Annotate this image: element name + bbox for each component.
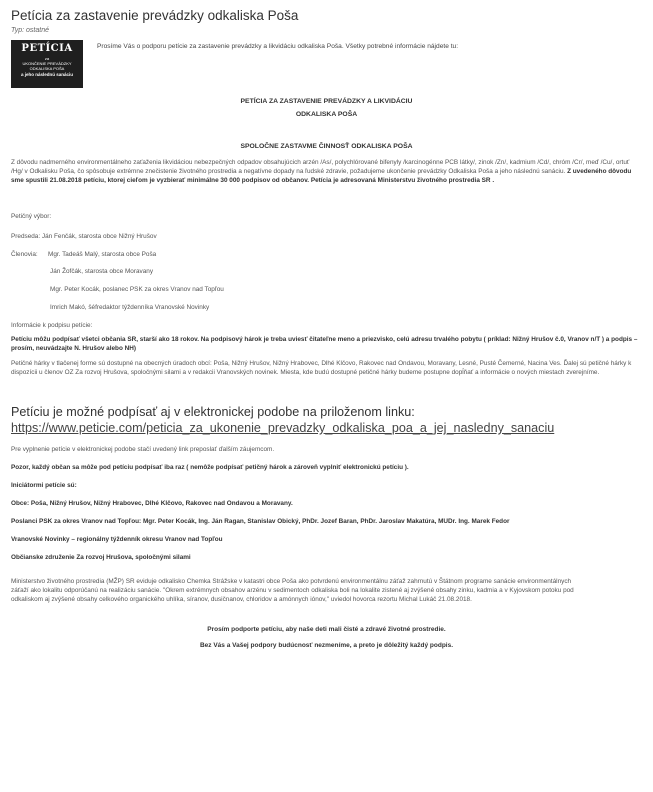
initiator-municipalities: Obce: Poša, Nižný Hrušov, Nižný Hrabovec, Dlhé Klčovo, Rakovec nad Ondavou a Moravany. bbox=[11, 500, 293, 507]
closing-line-1: Prosím podporte petíciu, aby naše deti mali čisté a zdravé životné prostredie. bbox=[207, 626, 446, 633]
initiator-newspaper: Vranovské Novinky – regionálny týždenník okresu Vranov nad Topľou bbox=[11, 536, 223, 543]
sheets-availability: Petičné hárky v tlačenej forme sú dostupné na obecných úradoch obcí: Poša, Nižný Hrušov, Nižný Hrabovec, Dlhé Klčovo, Rakovec nad Ondavou, Moravany, Lesné, Pusté Čemerné, Nacina Ves. Ďalej sú petičné hárky k dispozícii u členov OZ Za rozvoj Hrušova, spoločnými silami a v redakcii Vranovských novinek. Miesta, kde budú dostupné petičné hárky budeme postupne dopĺňať a informácie o nových miestach zverejníme. bbox=[11, 360, 632, 376]
intro-text: Prosíme Vás o podporu petície za zastavenie prevádzky a likvidáciu odkaliska Poša. Všetky potrebné informácie nájdete tu: bbox=[97, 43, 459, 50]
member-4: Imrich Makó, šéfredaktor týždenníka Vranovské Novinky bbox=[50, 304, 210, 311]
document-type: Typ: ostatné bbox=[11, 27, 50, 34]
member-1: Mgr. Tadeáš Malý, starosta obce Poša bbox=[48, 251, 157, 258]
members-label: Členovia: bbox=[11, 251, 38, 258]
signing-instructions: Petíciu môžu podpísať všetci občania SR, starší ako 18 rokov. Na podpisový hárok je treba uviesť čitateľne meno a priezvisko, celú adresu trvalého pobytu ( príklad: Nižný Hrušov č.0, Vranov n/T ) a podpis – prosím, neuvádzajte N. Hrušov alebo NH) bbox=[11, 336, 638, 352]
signing-info-label: Informácie k podpisu petície: bbox=[11, 322, 93, 329]
committee-label: Petičný výbor: bbox=[11, 213, 52, 220]
online-petition-text: Petíciu je možné podpísať aj v elektronickej podobe na priloženom linku: https://www.peticie.com/peticia_za_ukonenie_prevadzky_odkaliska_poa_a_jej_nasledny_sanaciu bbox=[11, 405, 555, 435]
initiator-deputies: Poslanci PSK za okres Vranov nad Topľou: Mgr. Peter Kocák, Ing. Ján Ragan, Stanislav Obický, PhDr. Jozef Baran, PhDr. Jaroslav Makatúra, MUDr. Ing. Marek Fedor bbox=[11, 518, 510, 525]
document-title: Petícia za zastavenie prevádzky odkaliska Poša bbox=[11, 8, 299, 23]
ministry-paragraph: Ministerstvo životného prostredia (MŽP) SR eviduje odkalisko Chemka Strážske v katastri obce Poša ako potvrdenú environmentálnu záťaž zahrnutú v Štátnom programe sanácie environmentálnych záťaží ako lokalitu odporúčanú na realizáciu sanácie. "Okrem extrémnych obsahov arzénu v sedimentoch odkaliska boli na lokalite zistené aj zvýšené obsahy zinku, kadmia a v Kyjovskom potoku pod odkaliskom aj zvýšené obsahy celkového organického uhlíka, síranov, dusičnanov, chloridov a amónnych iónov," uviedol hovorca rezortu Michal Lukáč 21.08.2018. bbox=[11, 578, 574, 603]
heading-1: PETÍCIA ZA ZASTAVENIE PREVÁDZKY A LIKVIDÁCIU bbox=[240, 98, 413, 105]
heading-3: SPOLOČNE ZASTAVME ČINNOSŤ ODKALISKA POŠA bbox=[240, 143, 413, 150]
share-text: Pre vyplnenie petície v elektronickej podobe stačí uvedený link preposlať ďalším záujemcom. bbox=[11, 446, 275, 453]
heading-2: ODKALISKA POŠA bbox=[295, 111, 358, 118]
member-3: Mgr. Peter Kocák, poslanec PSK za okres Vranov nad Topľou bbox=[50, 286, 224, 293]
committee-chair: Predseda: Ján Fenčák, starosta obce Nižný Hrušov bbox=[11, 233, 157, 240]
petition-logo bbox=[11, 40, 83, 88]
closing-line-2: Bez Vás a Vašej podpory budúcnosť nezmeníme, a preto je dôležitý každý podpis. bbox=[199, 642, 454, 649]
initiator-association: Občianske združenie Za rozvoj Hrušova, spoločnými silami bbox=[11, 554, 191, 561]
warning-text: Pozor, každý občan sa môže pod petíciu podpísať iba raz ( nemôže podpísať petičný hárok a zároveň vyplniť elektronickú petíciu ). bbox=[11, 464, 409, 471]
logo-line-2: za UKONČENIE PREVÁDZKY ODKALISKA POŠA bbox=[22, 56, 72, 71]
paragraph-reason: Z dôvodu nadmerného environmentálneho zaťaženia likvidáciou nebezpečných odpadov obsahujúcich arzén /As/, polychlórované bifenyly /karcinogénne PCB látky/, zinok /Zn/, kadmium /Cd/, chróm /Cr/, meď /Cu/, ortuť /Hg/ v Odkalisku Poša, čo spôsobuje extrémne znečistenie životného prostredia a negatívne dopady na ľudské zdravie, požadujeme ukončenie prevádzky Odkaliska Poša a jeho následnú sanáciu. Z uvedeného dôvodu sme spustili 21.08.2018 petíciu, ktorej cieľom je vyzbierať minimálne 30 000 podpisov od občanov. Petícia je adresovaná Ministerstvu životného prostredia SR . bbox=[11, 159, 632, 184]
initiators-label: Iniciátormi petície sú: bbox=[11, 482, 77, 489]
member-2: Ján Žofčák, starosta obce Moravany bbox=[50, 268, 154, 275]
logo-line-5: a jeho následnú sanáciu bbox=[20, 72, 74, 77]
petition-link[interactable]: https://www.peticie.com/peticia_za_ukonenie_prevadzky_odkaliska_poa_a_jej_nasledny_sanaciu bbox=[11, 421, 555, 435]
logo-line-1: PETÍCIA bbox=[21, 43, 73, 54]
